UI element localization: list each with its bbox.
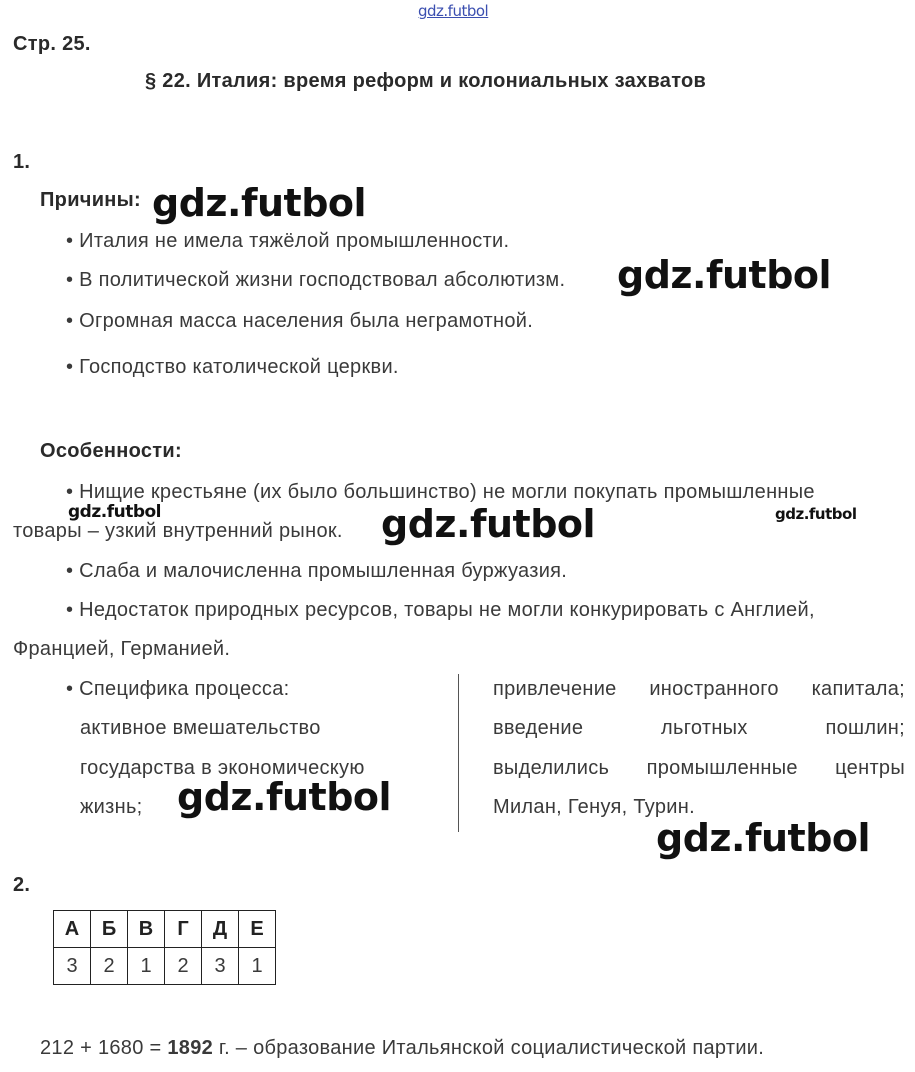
feature-item-continuation: товары – узкий внутренний рынок. — [13, 520, 343, 542]
answer-table-value-row — [54, 948, 276, 985]
watermark: gdz.futbol — [381, 502, 596, 546]
table-header-cell: А — [54, 911, 91, 948]
equation-prefix: 212 + 1680 = — [40, 1037, 168, 1059]
watermark: gdz.futbol — [68, 502, 161, 522]
equation-line — [40, 1037, 764, 1060]
answer-table-header-row — [54, 911, 276, 948]
specifics-right-line: Милан, Генуя, Турин. — [493, 796, 695, 818]
reason-item: • Огромная масса населения была неграмотной. — [66, 310, 534, 332]
table-header-cell: Д — [202, 911, 239, 948]
watermark: gdz.futbol — [177, 775, 392, 819]
task1-number: 1. — [13, 151, 31, 173]
watermark: gdz.futbol — [775, 505, 857, 523]
reasons-heading: Причины: — [40, 189, 142, 211]
table-value-cell: 3 — [54, 948, 91, 985]
specifics-left-line: • Специфика процесса: — [66, 678, 290, 700]
table-value-cell: 1 — [239, 948, 276, 985]
specifics-left-line: государства в экономическую — [80, 757, 365, 779]
table-value-cell: 3 — [202, 948, 239, 985]
table-value-cell: 2 — [91, 948, 128, 985]
equation-suffix: г. – образование Итальянской социалистической партии. — [213, 1037, 765, 1059]
task2-number: 2. — [13, 874, 31, 896]
equation-result: 1892 — [167, 1037, 214, 1059]
table-header-cell: В — [128, 911, 165, 948]
features-heading: Особенности: — [40, 440, 182, 462]
specifics-right-line: введение льготных пошлин; — [493, 717, 905, 739]
watermark: gdz.futbol — [152, 181, 367, 225]
column-divider — [458, 674, 459, 832]
watermark-top[interactable]: gdz.futbol — [418, 2, 489, 20]
feature-item-continuation: Францией, Германией. — [13, 638, 231, 660]
section-title: § 22. Италия: время реформ и колониальных захватов — [145, 70, 707, 92]
feature-item: • Слаба и малочисленна промышленная буржуазия. — [66, 560, 568, 582]
watermark: gdz.futbol — [656, 816, 871, 860]
feature-item: • Нищие крестьяне (их было большинство) не могли покупать промышленные — [66, 481, 815, 503]
specifics-right-line: привлечение иностранного капитала; — [493, 678, 905, 700]
reason-item: • Господство католической церкви. — [66, 356, 399, 378]
table-header-cell: Б — [91, 911, 128, 948]
reason-item: • В политической жизни господствовал абсолютизм. — [66, 269, 566, 291]
reason-item: • Италия не имела тяжёлой промышленности. — [66, 230, 510, 252]
specifics-right-line: выделились промышленные центры — [493, 757, 905, 779]
watermark: gdz.futbol — [617, 253, 832, 297]
specifics-left-line: жизнь; — [80, 796, 143, 818]
specifics-left-line: активное вмешательство — [80, 717, 321, 739]
table-header-cell: Е — [239, 911, 276, 948]
table-value-cell: 1 — [128, 948, 165, 985]
answer-table — [53, 910, 276, 985]
table-value-cell: 2 — [165, 948, 202, 985]
feature-item: • Недостаток природных ресурсов, товары не могли конкурировать с Англией, — [66, 599, 815, 621]
table-header-cell: Г — [165, 911, 202, 948]
page-label: Стр. 25. — [13, 33, 91, 55]
